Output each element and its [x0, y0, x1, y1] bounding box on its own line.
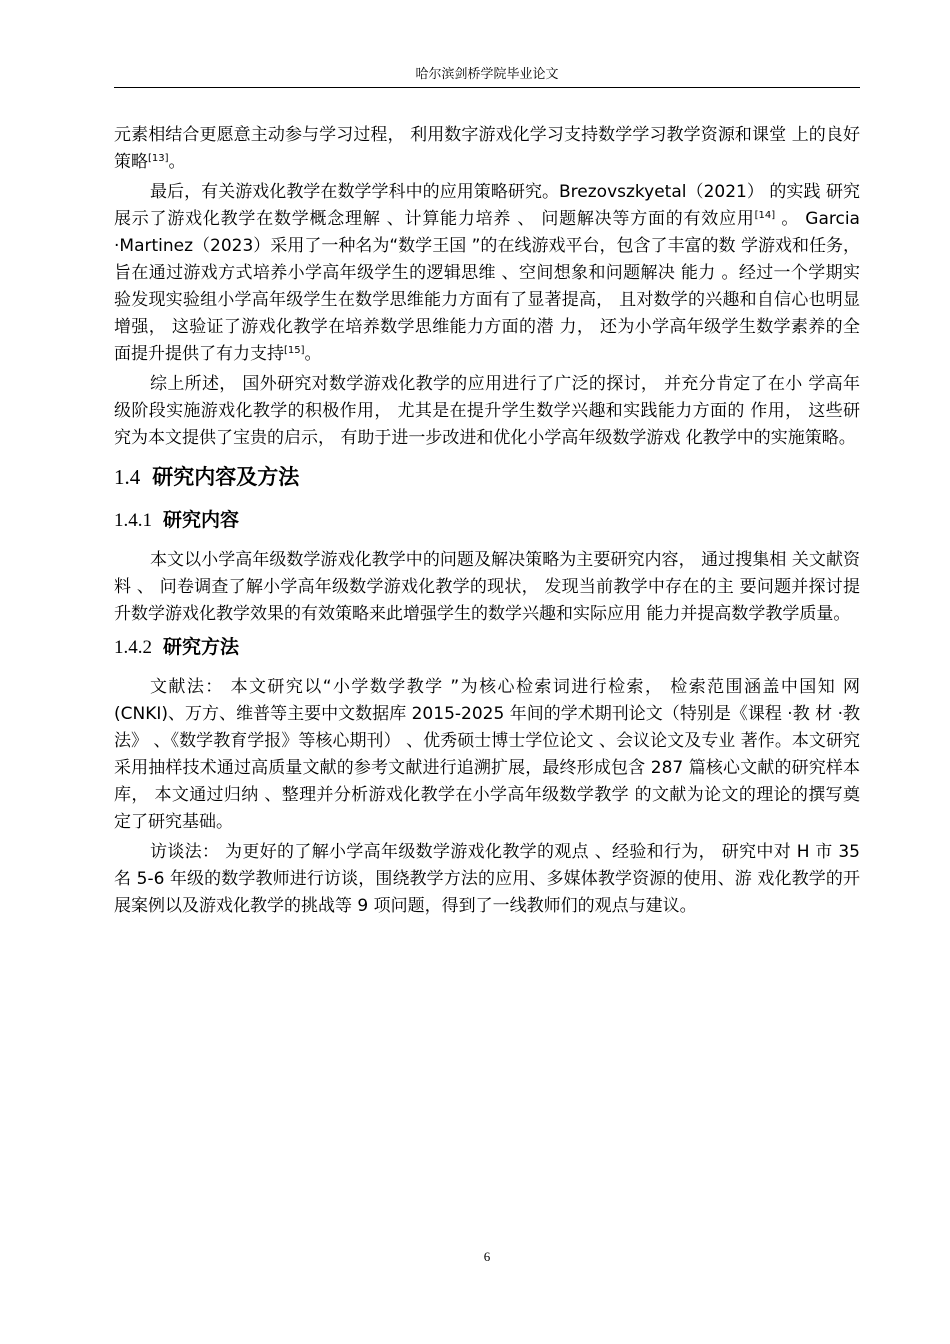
citation-13: [13] [148, 153, 169, 164]
paragraph-4: 本文以小学高年级数学游戏化教学中的问题及解决策略为主要研究内容， 通过搜集相 关文献资料 、 问卷调查了解小学高年级数学游戏化教学的现状， 发现当前教学中存在的主 要问题并探讨提升数学游戏化教学效果的有效策略来此增强学生的数学兴趣和实际应用 能力并提高数学教学质量。 [114, 550, 860, 624]
section-title: 研究内容及方法 [152, 465, 300, 489]
paragraph-1 [114, 122, 860, 176]
header-rule [114, 87, 860, 88]
running-header: 哈尔滨剑桥学院毕业论文 [415, 67, 559, 82]
paragraph-2-text-a: 最后，有关游戏化教学在数学学科中的应用策略研究。Brezovszkyetal（2021） 的实践 研究展示了游戏化教学在数学概念理解 、计算能力培养 、 问题解决等方面的有效应用 [114, 182, 860, 229]
paragraph-2 [114, 179, 860, 368]
subsection-number: 1.4.1 [114, 510, 152, 531]
paragraph-3: 综上所述， 国外研究对数学游戏化教学的应用进行了广泛的探讨， 并充分肯定了在小 学高年级阶段实施游戏化教学的积极作用， 尤其是在提升学生数学兴趣和实践能力方面的 作用， 这些研究为本文提供了宝贵的启示， 有助于进一步改进和优化小学高年级数学游戏 化教学中的实施策略。 [114, 374, 860, 448]
page-number: 6 [483, 1249, 491, 1264]
paragraph-2-tail: 。 [304, 344, 322, 364]
paragraph-5: 文献法： 本文研究以“小学数学教学 ”为核心检索词进行检索， 检索范围涵盖中国知 网(CNKI)、万方、维普等主要中文数据库 2015-2025 年间的学术期刊论文（特别是《课程 ·教 材 ·教法》 、《数学教育学报》等核心期刊） 、优秀硕士博士学位论文 、会议论文及专业 著作。本文研究采用抽样技术通过高质量文献的参考文献进行追溯扩展，最终形成包含 287 篇核心文献的研究样本库， 本文通过归纳 、整理并分析游戏化教学在小学高年级数学教学 的文献为论文的理论的撰写奠定了研究基础。 [114, 677, 860, 832]
citation-15: [15] [284, 345, 305, 356]
paragraph-1-text: 元素相结合更愿意主动参与学习过程， 利用数字游戏化学习支持数学学习教学资源和课堂 上的良好策略 [114, 125, 860, 172]
paragraph-6: 访谈法： 为更好的了解小学高年级数学游戏化教学的观点 、经验和行为， 研究中对 H 市 35 名 5-6 年级的数学教师进行访谈，围绕教学方法的应用、多媒体教学资源的使用、游 戏化教学的开展案例以及游戏化教学的挑战等 9 项问题，得到了一线教师们的观点与建议。 [114, 842, 860, 916]
subsection-heading-1-4-2 [114, 632, 860, 674]
body-text [114, 122, 860, 923]
subsection-number: 1.4.2 [114, 637, 152, 658]
citation-14: [14] [754, 210, 776, 221]
section-number: 1.4 [114, 465, 141, 489]
paragraph-1-tail: 。 [168, 152, 186, 172]
section-heading-1-4 [114, 461, 860, 501]
paragraph-2-text-b: 。 Garcia ·Martinez（2023）采用了一种名为“数学王国 ”的在线游戏平台，包含了丰富的数 学游戏和任务， 旨在通过游戏方式培养小学高年级学生的逻辑思维 、空间想象和问题解决 能力 。经过一个学期实验发现实验组小学高年级学生在数学思维能力方面有了显著提高， 且对数学的兴趣和自信心也明显增强， 这验证了游戏化教学在培养数学思维能力方面的潜 力， 还为小学高年级学生数学素养的全面提升提供了有力支持 [114, 209, 860, 364]
subsection-title: 研究方法 [163, 636, 240, 658]
subsection-title: 研究内容 [163, 509, 240, 531]
subsection-heading-1-4-1 [114, 505, 860, 547]
